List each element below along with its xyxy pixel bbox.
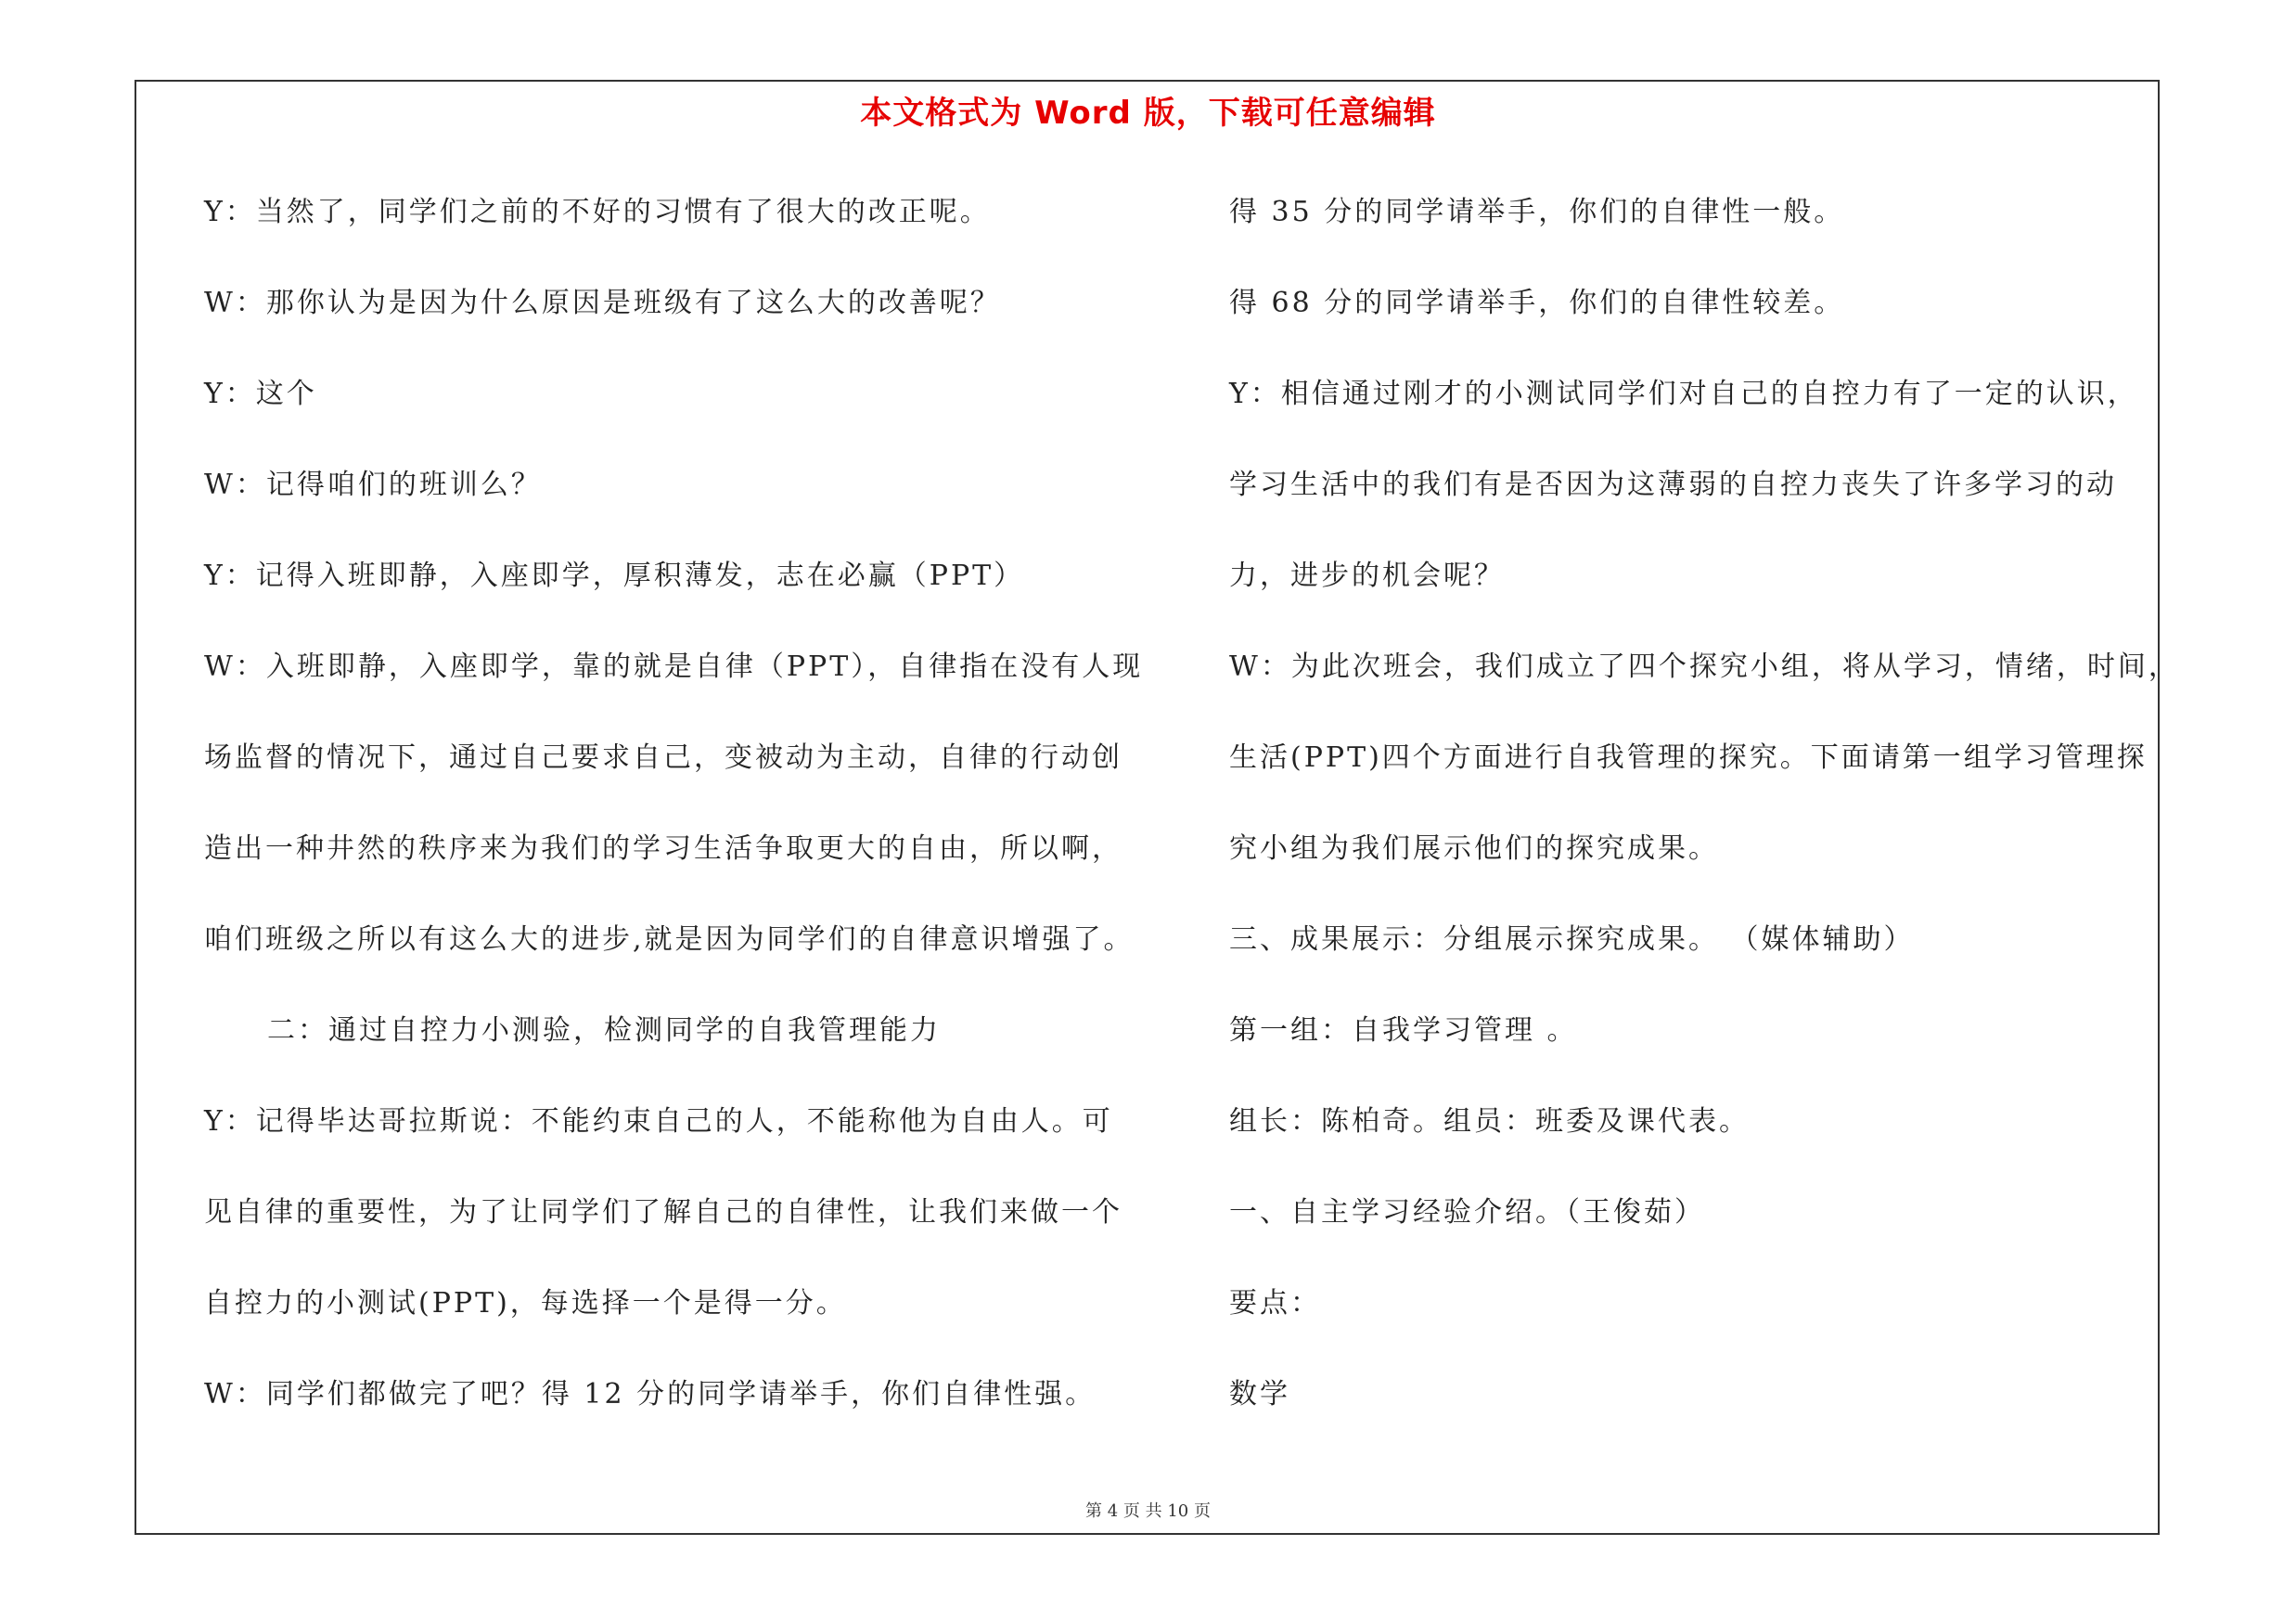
text-line: Y：相信通过刚才的小测试同学们对自己的自控力有了一定的认识， [1229, 378, 2138, 410]
text-line: Y：记得入班即静，入座即学，厚积薄发，志在必赢（PPT） [204, 560, 1025, 592]
text-line: 组长：陈柏奇。组员：班委及课代表。 [1229, 1105, 1750, 1138]
text-line: W：为此次班会，我们成立了四个探究小组，将从学习，情绪，时间， [1229, 650, 2179, 683]
text-line: 第一组：自我学习管理 。 [1229, 1014, 1578, 1047]
text-line: W：那你认为是因为什么原因是班级有了这么大的改善呢？ [204, 287, 1001, 319]
text-line: 数学 [1229, 1378, 1290, 1410]
text-line: 见自律的重要性，为了让同学们了解自己的自律性，让我们来做一个 [204, 1196, 1122, 1229]
text-line: 场监督的情况下，通过自己要求自己，变被动为主动，自律的行动创 [204, 741, 1122, 774]
text-line: 究小组为我们展示他们的探究成果。 [1229, 832, 1719, 865]
text-line: 得 68 分的同学请举手，你们的自律性较差。 [1229, 287, 1845, 319]
text-line: 自控力的小测试(PPT)，每选择一个是得一分。 [204, 1287, 847, 1320]
text-line: Y：当然了，同学们之前的不好的习惯有了很大的改正呢。 [204, 196, 991, 228]
text-line: 学习生活中的我们有是否因为这薄弱的自控力丧失了许多学习的动 [1229, 469, 2117, 501]
text-line: Y：记得毕达哥拉斯说：不能约束自己的人，不能称他为自由人。可 [204, 1105, 1113, 1138]
section-heading: 三、成果展示：分组展示探究成果。 （媒体辅助） [1229, 923, 1915, 956]
text-line: W：同学们都做完了吧？得 12 分的同学请举手，你们自律性强。 [204, 1378, 1097, 1410]
format-banner: 本文格式为 Word 版，下载可任意编辑 [860, 95, 1436, 132]
text-line: 得 35 分的同学请举手，你们的自律性一般。 [1229, 196, 1845, 228]
text-line: 造出一种井然的秩序来为我们的学习生活争取更大的自由，所以啊， [204, 832, 1122, 865]
text-line: 力，进步的机会呢？ [1229, 560, 1505, 592]
text-line: 要点： [1229, 1287, 1321, 1320]
text-line: Y：这个 [204, 378, 317, 410]
text-line: 一、自主学习经验介绍。（王俊茹） [1229, 1196, 1705, 1229]
right-column [1229, 186, 2179, 1459]
text-line: W：入班即静，入座即学，靠的就是自律（PPT），自律指在没有人现 [204, 650, 1144, 683]
page-number: 第 4 页 共 10 页 [1085, 1501, 1211, 1521]
text-line: 生活(PPT)四个方面进行自我管理的探究。下面请第一组学习管理探 [1229, 741, 2148, 774]
left-column [204, 186, 1169, 1459]
text-line: W：记得咱们的班训么？ [204, 469, 542, 501]
text-line: 咱们班级之所以有这么大的进步,就是因为同学们的自律意识增强了。 [204, 923, 1135, 956]
section-heading: 二：通过自控力小测验，检测同学的自我管理能力 [267, 1014, 941, 1047]
